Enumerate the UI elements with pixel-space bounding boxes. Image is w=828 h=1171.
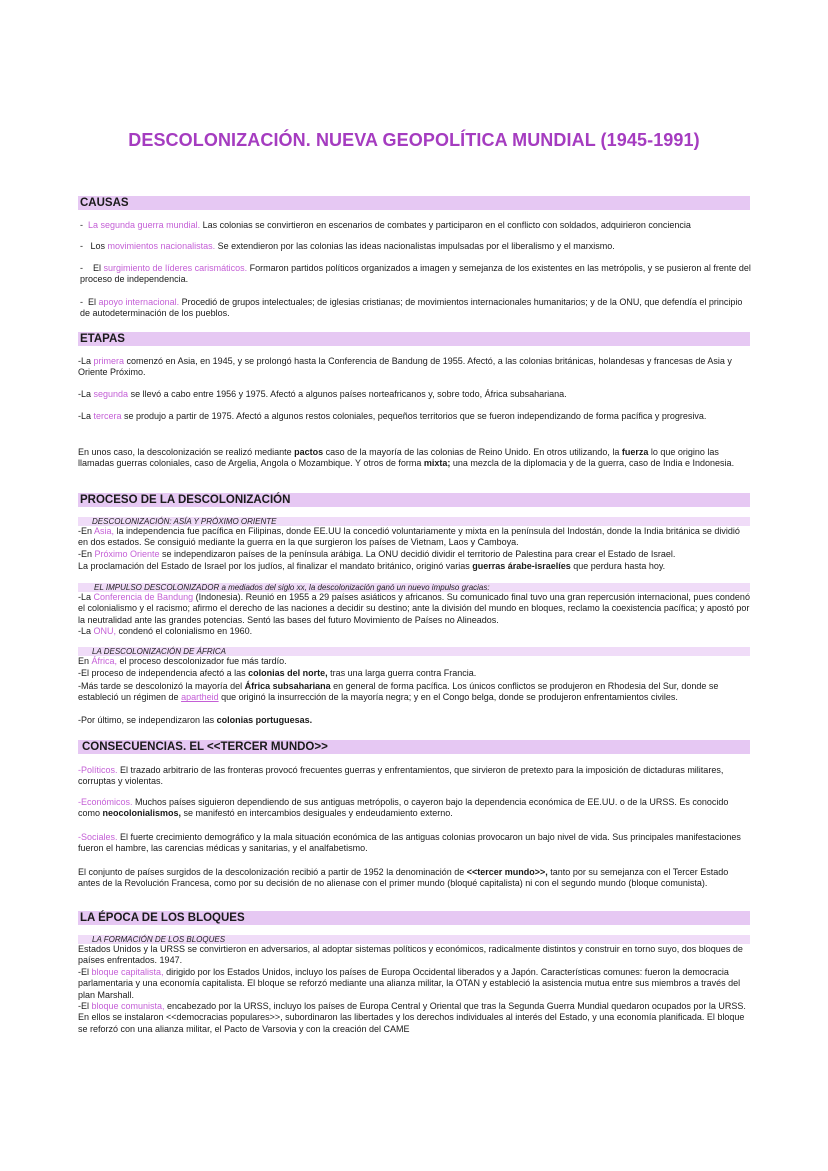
paragraph: El conjunto de países surgidos de la descolonización recibió a partir de 1952 la denominación de <<tercer mundo>>, tanto por su semejanza con el Tercer Estado antes de la Revolución Francesa, como por su decisión de no alienase con el primer mundo (bloqué capitalista) ni con el segundo mundo (bloque comunista).	[78, 867, 729, 889]
paragraph: -En Próximo Oriente se independizaron países de la península arábiga. La ONU decidió dividir el territorio de Palestina para crear el Estado de Israel.	[78, 549, 676, 559]
paragraph: -La ONU, condenó el colonialismo en 1960.	[78, 626, 253, 636]
paragraph: En unos caso, la descolonización se realizó mediante pactos caso de la mayoría de las colonias de Reino Unido. En otros utilizando, la fuerza lo que origino las llamadas guerras coloniales, caso de Argelia, Angola o Mozambique. Y otros de forma mixta; una mezcla de la diplomacia y de la guerra, caso de India e Indonesia.	[78, 447, 735, 469]
paragraph: -En Asia, la independencia fue pacífica en Filipinas, donde EE.UU la concedió voluntariamente y mixta en la península del Indostán, donde la India británica se dividió en dos estados. Se consiguió mediante la guerra en la que surgieron los países de Vietnam, Laos y Camboya.	[78, 526, 740, 548]
section-heading-etapas: ETAPAS	[78, 332, 750, 346]
section-heading-causas: CAUSAS	[78, 196, 750, 210]
section-heading-bloques: LA ÉPOCA DE LOS BLOQUES	[78, 911, 750, 925]
paragraph: -Económicos. Muchos países siguieron dependiendo de sus antiguas metrópolis, o cayeron bajo la dependencia económica de EE.UU. o de la URSS. Es conocido como neocolonialismos, se manifestó en intercambios desiguales y endeudamiento externo.	[78, 797, 729, 819]
paragraph: -La tercera se produjo a partir de 1975. Afectó a algunos restos coloniales, pequeños territorios que se fueron independizando de forma pacífica y progresiva.	[78, 411, 707, 421]
paragraph: -La primera comenzó en Asia, en 1945, y se prolongó hasta la Conferencia de Bandung de 1955. Afectó, a las colonias británicas, holandesas y francesas de Asia y Oriente Próximo.	[78, 356, 732, 378]
paragraph: -La Conferencia de Bandung (Indonesia). Reunió en 1955 a 29 países asiáticos y africanos. Su comunicado final tuvo una gran repercusión internacional, pues condenó el colonialismo y el racismo; afirmo el derecho de las naciones a decidir su destino; ante la división del mundo en bloques, reclamo la coexistencia pacífica; y apostó por la neutralidad ante las grandes potencias. Sentó las bases del futuro Movimiento de Países no Alineados.	[78, 592, 750, 625]
list-item: - Los movimientos nacionalistas. Se extendieron por las colonias las ideas nacionalistas impulsadas por el liberalismo y el marxismo.	[80, 241, 615, 251]
page-title: DESCOLONIZACIÓN. NUEVA GEOPOLÍTICA MUNDIAL (1945-1991)	[128, 130, 700, 150]
list-item: - El surgimiento de líderes carismáticos. Formaron partidos políticos organizados a imagen y semejanza de los existentes en las metrópolis, y se pusieron al frente del proceso de independencia.	[80, 263, 751, 285]
section-heading-proceso: PROCESO DE LA DESCOLONIZACIÓN	[78, 493, 750, 507]
subheading: LA FORMACIÓN DE LOS BLOQUES	[78, 935, 750, 944]
paragraph: -El bloque capitalista, dirigido por los Estados Unidos, incluyo los países de Europa Occidental liberados y a Japón. Características comunes: fueron la democracia parlamentaria y una economía capitalista. El bloque se reforzó mediante una alianza militar, la OTAN y estableció la asistencia mutua entre sus miembros a través del plan Marshall.	[78, 967, 741, 1000]
paragraph: -El bloque comunista, encabezado por la URSS, incluyo los países de Europa Central y Oriental que tras la Segunda Guerra Mundial quedaron ocupados por la URSS. En ellos se instalaron <<democracias populares>>, subordinaron las libertades y los derechos individuales al interés del Estado, y una economía planificada. El bloque se reforzó con una alianza militar, el Pacto de Varsovia y con la creación del CAME	[78, 1001, 746, 1034]
paragraph: -Sociales. El fuerte crecimiento demográfico y la mala situación económica de las antiguas colonias provocaron un bajo nivel de vida. Sus principales manifestaciones fueron el hambre, las carencias médicas y sanitarias, y el analfabetismo.	[78, 832, 741, 854]
paragraph: Estados Unidos y la URSS se convirtieron en adversarios, al adoptar sistemas políticos y económicos, radicalmente distintos y construir en torno suyo, dos bloques de países enfrentados. 1947.	[78, 944, 743, 966]
section-heading-consecuencias: CONSECUENCIAS. EL <<TERCER MUNDO>>	[78, 740, 750, 754]
apartheid-link[interactable]: apartheid	[181, 692, 219, 703]
paragraph: En África, el proceso descolonizador fue más tardío.	[78, 656, 287, 666]
paragraph: -Más tarde se descolonizó la mayoría del África subsahariana en general de forma pacífica. Los únicos conflictos se produjeron en Rhodesia del Sur, donde se estableció un régimen de apartheid que originó la insurrección de la mayoría negra; y en el Congo belga, donde se produjeron enfrentamientos civiles.	[78, 681, 719, 703]
paragraph: -La segunda se llevó a cabo entre 1956 y 1975. Afectó a algunos países norteafricanos y, sobre todo, África subsahariana.	[78, 389, 567, 399]
paragraph: La proclamación del Estado de Israel por los judíos, al finalizar el mandato británico, originó varias guerras árabe-israelíes que perdura hasta hoy.	[78, 561, 666, 571]
subheading: EL IMPULSO DESCOLONIZADOR a mediados del siglo xx, la descolonización ganó un nuevo impulso gracias:	[78, 583, 750, 592]
paragraph: -Políticos. El trazado arbitrario de las fronteras provocó frecuentes guerras y enfrentamientos, que sirvieron de pretexto para la imposición de dictaduras militares, corruptas y violentas.	[78, 765, 724, 787]
list-item: - El apoyo internacional. Procedió de grupos intelectuales; de iglesias cristianas; de movimientos internacionales humanitarios; y de la ONU, que defendía el principio de autodeterminación de los pueblos.	[80, 297, 743, 319]
paragraph: -El proceso de independencia afectó a las colonias del norte, tras una larga guerra contra Francia.	[78, 668, 477, 678]
subheading: LA DESCOLONIZACIÓN DE ÁFRICA	[78, 647, 750, 656]
subheading: DESCOLONIZACIÓN: ASÍA Y PRÓXIMO ORIENTE	[78, 517, 750, 526]
paragraph: -Por último, se independizaron las colonias portuguesas.	[78, 715, 313, 725]
list-item: - La segunda guerra mundial. Las colonias se convirtieron en escenarios de combates y participaron en el conflicto con soldados, adquirieron conciencia	[80, 220, 691, 230]
